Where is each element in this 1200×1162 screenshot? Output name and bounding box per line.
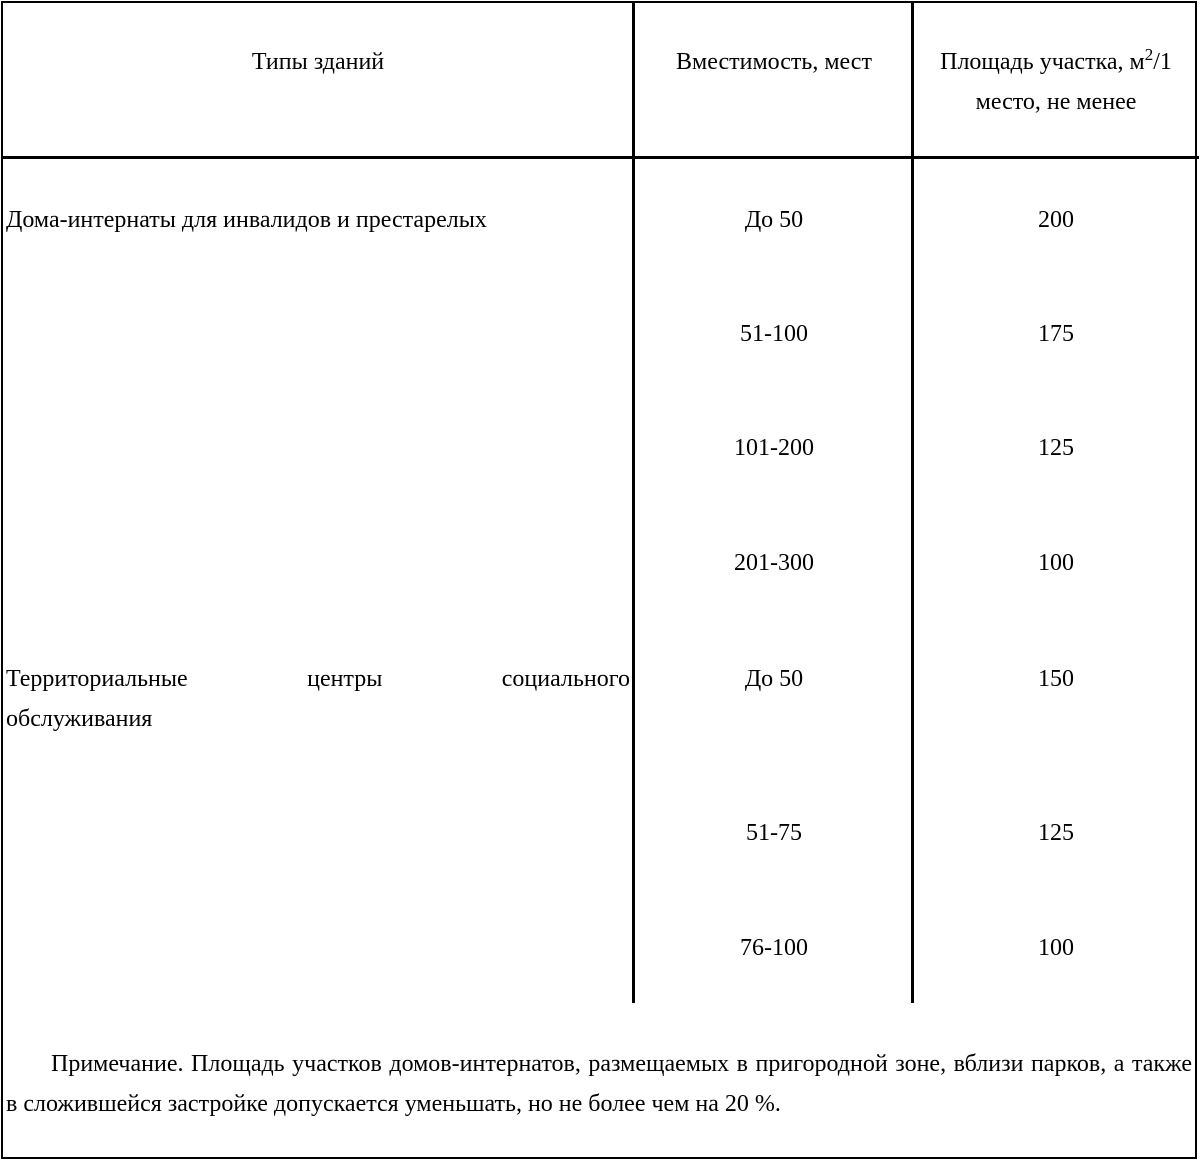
column-divider-2 [911,1,914,1003]
header-area-suffix: /1 [1153,49,1172,75]
row-5-type-word-3: социального [501,666,630,692]
row-5-type-word-2: центры [307,666,383,692]
row-5-type-word-1: Территориальные [6,666,188,692]
row-2-capacity: 51-100 [740,321,808,347]
row-4-capacity: 201-300 [734,550,814,576]
row-7-area: 100 [1038,935,1074,961]
header-area-prefix: Площадь участка, м [940,49,1145,75]
row-1-type: Дома-интернаты для инвалидов и престарелых [6,207,487,233]
row-5-type-line2: обслуживания [6,706,153,732]
row-4-area: 100 [1038,550,1074,576]
row-6-capacity: 51-75 [746,820,802,846]
header-divider [1,156,1199,159]
row-5-capacity: До 50 [744,666,804,692]
row-3-area: 125 [1038,435,1074,461]
row-2-area: 175 [1038,321,1074,347]
header-area-line2: место, не менее [975,89,1137,115]
row-5-type-line1 [6,659,630,699]
row-6-area: 125 [1038,820,1074,846]
table-note: Примечание. Площадь участков домов-интернатов, размещаемых в пригородной зоне, вблизи парков, а также в сложившейся застройке допускается уменьшать, но не более чем на 20 %. [6,1051,1192,1117]
header-area-sup: 2 [1144,45,1154,64]
header-capacity: Вместимость, мест [676,49,872,75]
row-5-type [6,659,630,739]
header-area [916,42,1196,122]
row-3-capacity: 101-200 [734,435,814,461]
row-5-area: 150 [1038,666,1074,692]
column-divider-1 [632,1,635,1003]
row-1-capacity: До 50 [744,207,804,233]
header-building-type: Типы зданий [251,49,385,75]
row-7-capacity: 76-100 [740,935,808,961]
row-1-area: 200 [1038,207,1074,233]
